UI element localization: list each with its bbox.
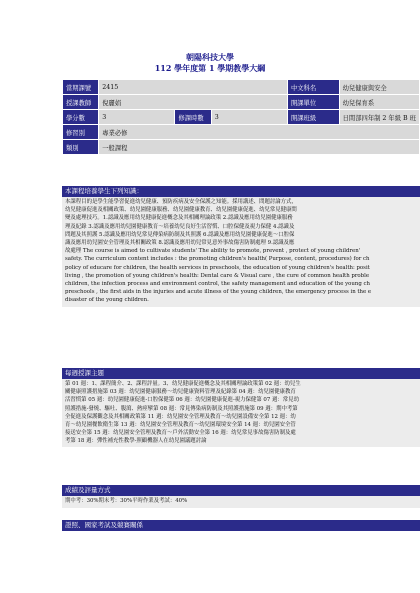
university-name: 朝陽科技大學 [186,52,234,62]
info-row [63,140,420,155]
required-value: 專業必修 [99,125,420,140]
weekly-line: 第 01 週：1、課程簡介、2、課程評量。3、幼兒健康促進概念及其相關理論政策第 02 週：幼兒生 [65,381,301,387]
credits-label: 學分數 [63,110,99,125]
info-row [63,110,420,125]
objectives-line: 故處理 The course is aimed to cultivate students' The ability to promote, prevent , protect of young children' [65,248,361,255]
objectives-heading: 本課程培養學生下列知識： [62,186,420,197]
department-label: 開課單位 [287,95,339,110]
category-label: 類別 [63,140,99,155]
weekly-line: 全促進及保護觀念及其相關政策第 11 週：幼兒園安全管理及教育～幼兒園設備安全第 12 週：幼 [65,413,296,420]
course-name-value: 幼兒健康與安全 [339,80,419,95]
weekly-line: 考第 18 週：彈性補充性教學-照顧機器人在幼兒園議題討論 [65,438,207,445]
weekly-topics-heading: 每週授課主題 [62,368,420,379]
course-code-value: 2415 [99,80,288,95]
weekly-line: 活習慣第 05 週：幼兒園健康促進-口腔保健第 06 週：幼兒園健康促進-視力保健第 07 週：常見幼 [65,397,299,404]
objectives-body [62,197,420,307]
objectives-line: safety. The curriculum content includes : the promoting children's health( Purpose, content, procedures) for ch [65,256,370,263]
hours-label: 修課時數 [175,110,211,125]
course-name-label: 中文科名 [287,80,339,95]
objectives-line: 變及處理技巧。1.認識及應用幼兒健康促進概念及其相關理論政策 2.認識及應用幼兒園健康服務 [65,215,293,222]
objectives-line: 識及應用幼兒園安全管理及其相關政策 8.認識及應用幼兒常見意外事故傷害防制處理 9.認識及應 [65,240,295,247]
objectives-line: 問題及其照護 5.認識及應用幼兒常見傳染病防制及其照護 6.認識及應用幼兒園健康促進～口腔保 [65,231,295,238]
objectives-line: 理及紀錄 3.認識及應用幼兒園健康教育～培養幼兒良好生活習慣、口腔保健及視力保健 4.認識及 [65,223,295,230]
department-value: 幼兒保育系 [339,95,419,110]
course-code-label: 當期課號 [63,80,99,95]
course-info-table [62,79,420,155]
info-row [63,80,420,95]
objectives-line: policy of educare for children, the health services in preschools, the education of young children's health: posit [65,264,370,271]
certification-heading: 證照、國家考試及競賽關係 [62,520,420,531]
weekly-line: 照護措施-發燒、驅吐、腹瀉、熱痙攣第 08 週：常見傳染病防制及其照護措施第 09 週：期中考第 [65,405,298,412]
objectives-line: disaster of the young children. [65,297,149,304]
credits-value: 3 [99,110,175,125]
weekly-topics-body [62,379,420,447]
hours-value: 3 [211,110,287,125]
weekly-line: 育～幼兒園餐飲衛生第 13 週：幼兒園安全管理及教育～幼兒園環境安全第 14 週：幼兒園安全管 [65,422,296,429]
required-label: 修習別 [63,125,99,140]
grading-body [62,496,420,508]
instructor-label: 授課教師 [63,95,99,110]
weekly-line: 關健康照護措施第 03 週：幼兒園健康服務～幼兒健康資料管理及紀錄第 04 週：幼兒園健康教育 [65,389,296,396]
instructor-value: 倪麗娟 [99,95,288,110]
info-row [63,125,420,140]
grading-line: 期中考：30%期末考：30%平時作業及考試：40% [65,498,188,504]
objectives-line: 本課程目的是學生能學習促進幼兒健康、預防疾病及安全保護之知能。採用講述、問題討論方式， [65,199,297,205]
category-value: 一般課程 [99,140,420,155]
weekly-line: 接送安全第 15 週：幼兒園安全管理及教育～戶外活動安全第 16 週：幼兒常見事故傷害防制及處 [65,430,296,437]
class-label: 開課班級 [287,110,339,125]
class-value: 日間部四年制 2 年級 B 班 [339,110,419,125]
objectives-line: children, the infection process and environment control, the safety management and education of the young ch [65,281,370,288]
objectives-line: living , the promotion of young children's health: Dental care & Visual care , the cure of common health proble [65,272,370,279]
objectives-line: 幼兒健康促進及相關政策、幼兒園健康服務、幼兒園健康教育、幼兒園健康促進、幼兒常見健康問 [65,207,297,214]
syllabus-subtitle: 112 學年度第 1 學期教學大綱 [154,63,266,73]
objectives-line: preschools , the first aids in the injuries and acute illness of the young children, the emergency process in the e [65,289,372,296]
info-row [63,95,420,110]
grading-heading: 成績及評量方式 [62,485,420,496]
